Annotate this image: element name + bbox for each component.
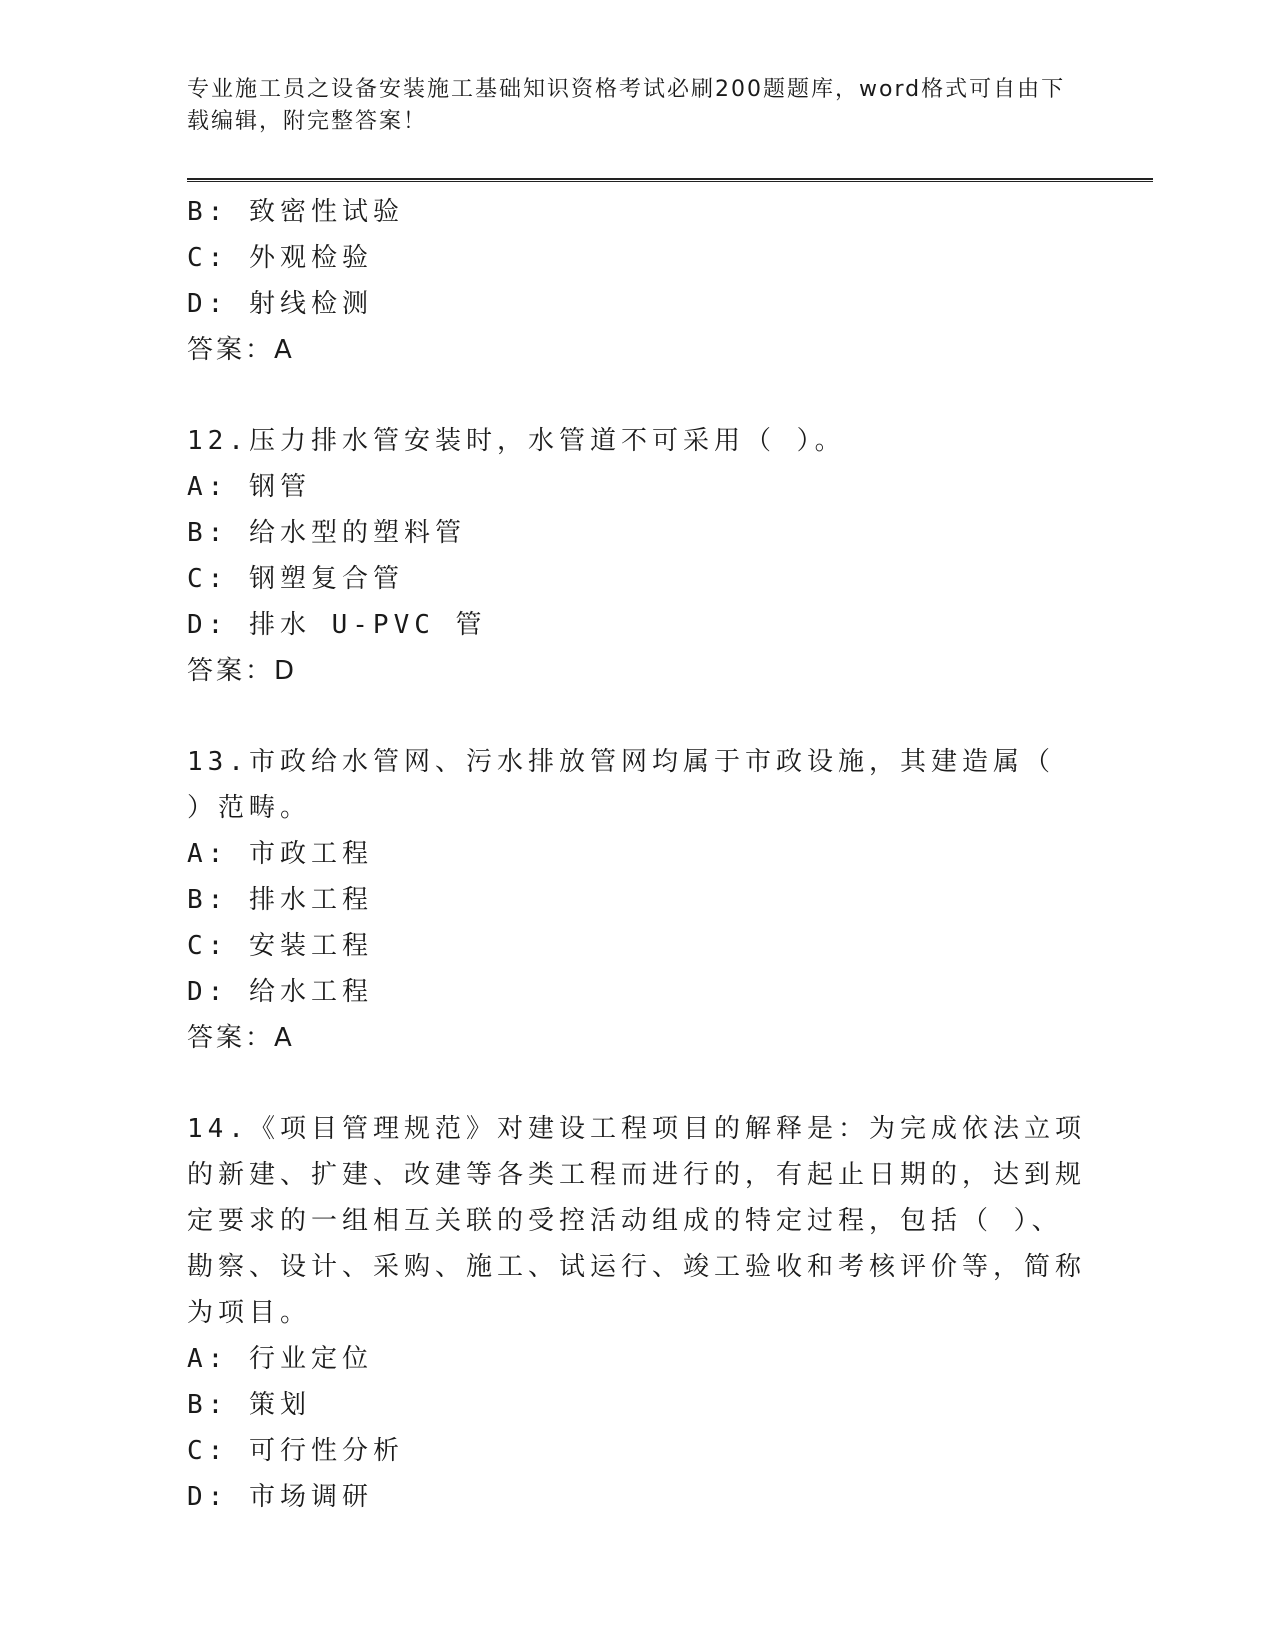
- option-b: B: 排水工程: [187, 885, 373, 915]
- question-stem: 14.《项目管理规范》对建设工程项目的解释是：为完成依法立项的新建、扩建、改建等各类工程而进行的，有起止日期的，达到规定要求的一组相互关联的受控活动组成的特定过程，包括（ ）、勘察、设计、采购、施工、试运行、竣工验收和考核评价等，简称为项目。: [187, 1114, 1087, 1328]
- option-b: B: 给水型的塑料管: [187, 518, 466, 548]
- question-stem: 12.压力排水管安装时，水管道不可采用（ ）。: [187, 426, 846, 456]
- option-d: D: 射线检测: [187, 289, 373, 319]
- option-c: C: 钢塑复合管: [187, 564, 404, 594]
- question-13: [187, 739, 1087, 1061]
- option-a: A: 钢管: [187, 472, 311, 502]
- document-header: 专业施工员之设备安装施工基础知识资格考试必刷200题题库，word格式可自由下载编辑，附完整答案！: [187, 77, 1066, 134]
- header-divider: [187, 178, 1153, 182]
- option-a: A: 市政工程: [187, 839, 373, 869]
- option-c: C: 安装工程: [187, 931, 373, 961]
- answer-line: 答案：A: [187, 335, 295, 365]
- answer-line: 答案：D: [187, 656, 298, 686]
- option-b: B: 致密性试验: [187, 197, 404, 227]
- option-d: D: 给水工程: [187, 977, 373, 1007]
- option-a: A: 行业定位: [187, 1344, 373, 1374]
- option-b: B: 策划: [187, 1390, 311, 1420]
- question-12: [187, 418, 1087, 694]
- option-d: D: 市场调研: [187, 1482, 373, 1512]
- question-stem: 13.市政给水管网、污水排放管网均属于市政设施，其建造属（ ）范畴。: [187, 747, 1055, 823]
- option-c: C: 可行性分析: [187, 1436, 404, 1466]
- previous-question-block: [187, 189, 1087, 373]
- answer-line: 答案：A: [187, 1023, 295, 1053]
- option-d: D: 排水 U-PVC 管: [187, 610, 487, 640]
- document-body: [187, 189, 1087, 1520]
- question-14: [187, 1106, 1087, 1520]
- option-c: C: 外观检验: [187, 243, 373, 273]
